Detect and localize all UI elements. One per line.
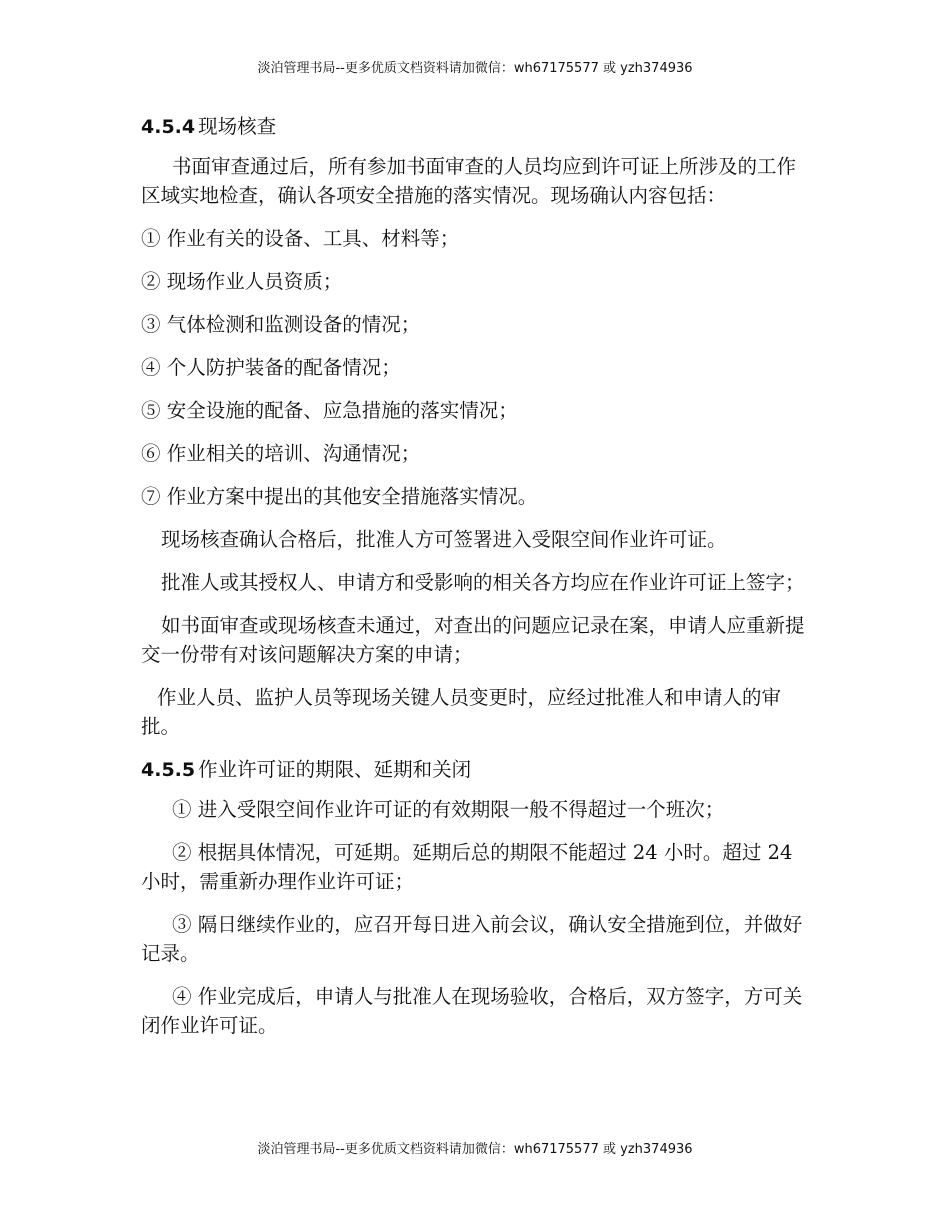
list-item: ③ 气体检测和监测设备的情况；	[141, 313, 421, 336]
section-heading-4-5-4	[141, 112, 811, 142]
section-title: 现场核查	[198, 115, 277, 138]
document-body	[141, 112, 811, 1054]
list-item: ① 进入受限空间作业许可证的有效期限一般不得超过一个班次；	[172, 798, 725, 821]
list-item: ① 作业有关的设备、工具、材料等；	[141, 227, 460, 250]
list-item: ④ 作业完成后，申请人与批准人在现场验收，合格后，双方签字，方可关闭作业许可证。	[141, 985, 803, 1037]
paragraph: 作业人员、监护人员等现场关键人员变更时，应经过批准人和申请人的审批。	[141, 686, 782, 738]
list-item: ⑦ 作业方案中提出的其他安全措施落实情况。	[141, 485, 538, 508]
list-item: ② 现场作业人员资质；	[141, 270, 343, 293]
paragraph: 批准人或其授权人、申请方和受影响的相关各方均应在作业许可证上签字；	[161, 571, 805, 594]
list-item: ③ 隔日继续作业的，应召开每日进入前会议，确认安全措施到位，并做好记录。	[141, 913, 803, 965]
section-number: 4.5.4	[141, 116, 196, 138]
paragraph: 现场核查确认合格后，批准人方可签署进入受限空间作业许可证。	[161, 528, 727, 551]
page-footer: 淡泊管理书局--更多优质文档资料请加微信：wh67175577 或 yzh374936	[257, 1142, 693, 1157]
section-number: 4.5.5	[141, 759, 196, 781]
section-heading-4-5-5	[141, 755, 811, 785]
page-header: 淡泊管理书局--更多优质文档资料请加微信：wh67175577 或 yzh374936	[257, 61, 693, 76]
section-title: 作业许可证的期限、延期和关闭	[198, 758, 472, 781]
list-item: ② 根据具体情况，可延期。延期后总的期限不能超过 24 小时。超过 24 小时，需重新办理作业许可证；	[141, 841, 793, 893]
paragraph: 如书面审查或现场核查未通过，对查出的问题应记录在案，申请人应重新提交一份带有对该问题解决方案的申请；	[141, 614, 805, 666]
section-intro: 书面审查通过后，所有参加书面审查的人员均应到许可证上所涉及的工作区域实地检查，确认各项安全措施的落实情况。现场确认内容包括：	[141, 155, 797, 207]
list-item: ⑥ 作业相关的培训、沟通情况；	[141, 442, 421, 465]
list-item: ④ 个人防护装备的配备情况；	[141, 356, 401, 379]
list-item: ⑤ 安全设施的配备、应急措施的落实情况；	[141, 399, 518, 422]
